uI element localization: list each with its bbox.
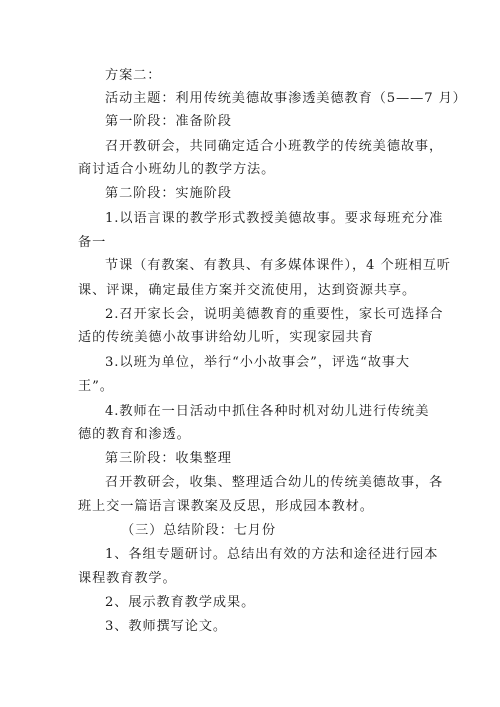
paragraph-line: 4.教师在一日活动中抓住各种时机对幼儿进行传统美 <box>105 404 430 419</box>
plan-title: 方案二： <box>105 68 162 83</box>
stage-two-heading: 第二阶段：实施阶段 <box>105 186 232 201</box>
paragraph-line: 班上交一篇语言课教案及反思，形成园本教材。 <box>78 499 374 514</box>
stage-one-heading: 第一阶段：准备阶段 <box>105 114 232 129</box>
paragraph-line: 课程教育教学。 <box>78 571 177 586</box>
paragraph-line: 3、教师撰写论文。 <box>105 619 227 634</box>
paragraph-line: 德的教育和渗透。 <box>78 427 191 442</box>
paragraph-line: 1.以语言课的教学形式教授美德故事。要求每班充分准 <box>105 211 444 226</box>
paragraph-line: 节课（有教案、有教具、有多媒体课件），4 个班相互听 <box>105 258 451 273</box>
stage-three-heading: 第三阶段：收集整理 <box>105 451 232 466</box>
summary-stage-heading: （三）总结阶段：七月份 <box>121 523 276 538</box>
paragraph-line: 3.以班为单位，举行“小小故事会”，评选“故事大 <box>105 355 410 370</box>
paragraph-line: 1、各组专题研讨。总结出有效的方法和途径进行园本 <box>105 547 439 562</box>
paragraph-line: 适的传统美德小故事讲给幼儿听，实现家园共育 <box>78 330 374 345</box>
paragraph-line: 2.召开家长会，说明美德教育的重要性，家长可选择合 <box>105 307 444 322</box>
paragraph-line: 召开教研会，共同确定适合小班教学的传统美德故事， <box>105 139 444 154</box>
activity-theme: 活动主题：利用传统美德故事渗透美德教育（5——7 月） <box>105 91 467 106</box>
paragraph-line: 召开教研会，收集、整理适合幼儿的传统美德故事，各 <box>105 475 444 490</box>
paragraph-line: 王”。 <box>78 379 114 394</box>
paragraph-line: 2、展示教育教学成果。 <box>105 595 256 610</box>
paragraph-line: 备一 <box>78 235 107 250</box>
paragraph-line: 课、评课，确定最佳方案并交流使用，达到资源共享。 <box>78 283 417 298</box>
paragraph-line: 商讨适合小班幼儿的教学方法。 <box>78 162 276 177</box>
